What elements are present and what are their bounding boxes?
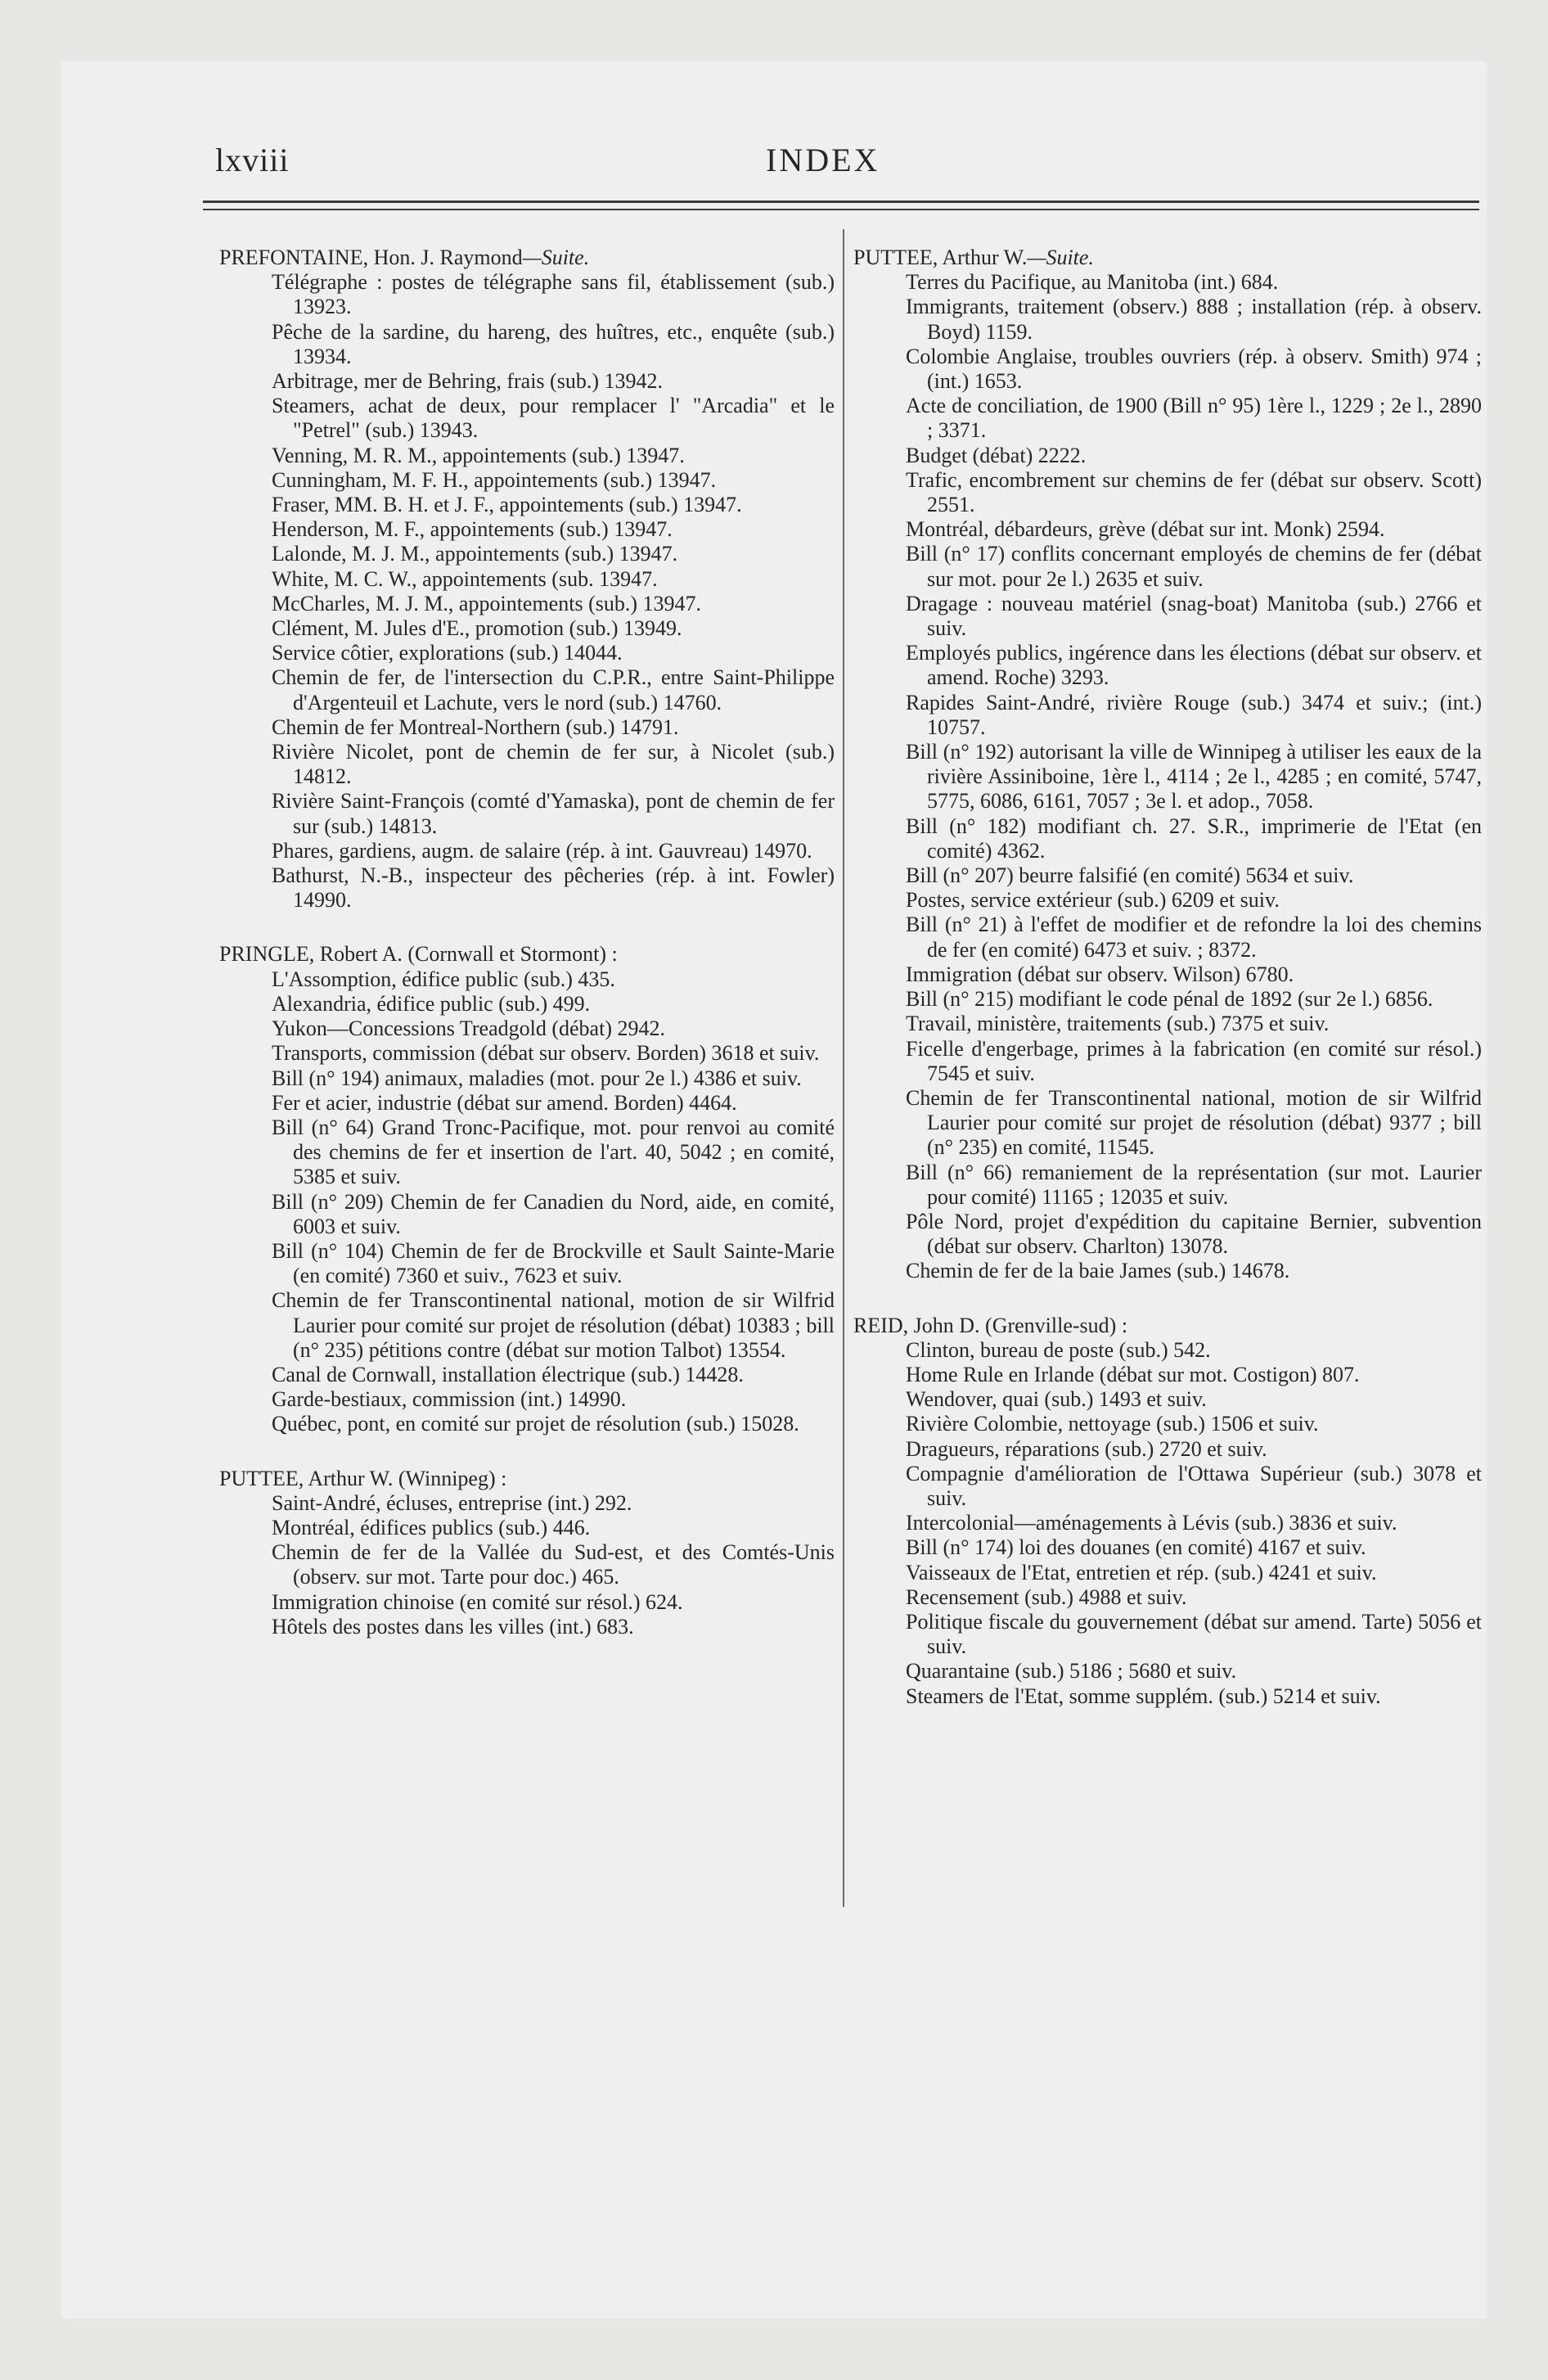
index-entry: Venning, M. R. M., appointements (sub.) 13947.: [272, 443, 685, 467]
member-name-text: PUTTEE, Arthur W. (Winnipeg) :: [219, 1466, 507, 1490]
index-entry: Quarantaine (sub.) 5186 ; 5680 et suiv.: [906, 1659, 1237, 1684]
member-name: [853, 1314, 1482, 1338]
index-entry: Chemin de fer Montreal-Northern (sub.) 14791.: [272, 714, 679, 739]
index-entry: Chemin de fer de la baie James (sub.) 14678.: [906, 1259, 1290, 1283]
page-title: INDEX: [766, 142, 880, 178]
index-entry: Rivière Colombie, nettoyage (sub.) 1506 et suiv.: [906, 1412, 1319, 1436]
index-entry: Clinton, bureau de poste (sub.) 542.: [906, 1337, 1211, 1362]
index-entry: Postes, service extérieur (sub.) 6209 et suiv.: [906, 888, 1280, 913]
index-entry: Trafic, encombrement sur chemins de fer (débat sur observ. Scott) 2551.: [906, 467, 1482, 517]
index-entry: Bill (n° 21) à l'effet de modifier et de refondre la loi des chemins de fer (en comité) 6473 et suiv. ; 8372.: [906, 913, 1482, 962]
index-entry: Bathurst, N.-B., inspecteur des pêcheries (rép. à int. Fowler) 14990.: [272, 863, 835, 913]
index-entry: Arbitrage, mer de Behring, frais (sub.) 13942.: [272, 369, 663, 394]
index-entry: Steamers de l'Etat, somme supplém. (sub.) 5214 et suiv.: [906, 1684, 1381, 1708]
index-entry: White, M. C. W., appointements (sub. 13947.: [272, 566, 658, 591]
right-column: [853, 246, 1482, 1709]
index-entry: Bill (n° 207) beurre falsifié (en comité) 5634 et suiv.: [906, 863, 1354, 888]
index-entry: Garde-bestiaux, commission (int.) 14990.: [272, 1387, 627, 1412]
index-section: [219, 246, 835, 913]
index-entry: Bill (n° 209) Chemin de fer Canadien du Nord, aide, en comité, 6003 et suiv.: [272, 1189, 835, 1238]
index-entry: McCharles, M. J. M., appointements (sub.) 13947.: [272, 591, 702, 615]
index-entry: Pôle Nord, projet d'expédition du capitaine Bernier, subvention (débat sur observ. Charlton) 13078.: [906, 1209, 1482, 1259]
index-entry: Intercolonial—aménagements à Lévis (sub.) 3836 et suiv.: [906, 1511, 1397, 1535]
index-entry: Hôtels des postes dans les villes (int.) 683.: [272, 1614, 634, 1639]
index-entry: Chemin de fer Transcontinental national, motion de sir Wilfrid Laurier pour comité sur projet de résolution (débat) 10383 ; bill (n° 235) pétitions contre (débat sur motion Talbot) 13554.: [272, 1288, 835, 1362]
index-section: [219, 942, 835, 1436]
header-rule: [203, 201, 1479, 203]
index-entry: Fraser, MM. B. H. et J. F., appointements (sub.) 13947.: [272, 493, 742, 517]
index-entry: Rapides Saint-André, rivière Rouge (sub.) 3474 et suiv.; (int.) 10757.: [906, 690, 1482, 739]
index-entry: Vaisseaux de l'Etat, entretien et rép. (sub.) 4241 et suiv.: [906, 1560, 1377, 1584]
index-entry: Dragueurs, réparations (sub.) 2720 et suiv.: [906, 1436, 1267, 1461]
index-entry: Fer et acier, industrie (débat sur amend. Borden) 4464.: [272, 1090, 737, 1115]
index-entry: Télégraphe : postes de télégraphe sans fil, établissement (sub.) 13923.: [272, 270, 835, 319]
index-entry: Bill (n° 194) animaux, maladies (mot. pour 2e l.) 4386 et suiv.: [272, 1066, 802, 1090]
index-entry: Budget (débat) 2222.: [906, 443, 1087, 467]
index-entry: Montréal, débardeurs, grève (débat sur int. Monk) 2594.: [906, 517, 1385, 542]
suite-label: —Suite.: [522, 246, 590, 269]
index-entry: Bill (n° 64) Grand Tronc-Pacifique, mot. pour renvoi au comité des chemins de fer et insertion de l'art. 40, 5042 ; en comité, 5385 et suiv.: [272, 1115, 835, 1189]
index-entry: Bill (n° 215) modifiant le code pénal de 1892 (sur 2e l.) 6856.: [906, 987, 1433, 1012]
index-entry: Ficelle d'engerbage, primes à la fabrication (en comité sur résol.) 7545 et suiv.: [906, 1036, 1482, 1085]
index-entry: Montréal, édifices publics (sub.) 446.: [272, 1515, 591, 1539]
index-entry: Bill (n° 182) modifiant ch. 27. S.R., imprimerie de l'Etat (en comité) 4362.: [906, 814, 1482, 863]
index-entry: Immigration (débat sur observ. Wilson) 6780.: [906, 962, 1294, 986]
index-section: [853, 246, 1482, 1284]
member-name: [219, 1467, 835, 1491]
header-rule-double: [203, 209, 1479, 210]
index-entry: Phares, gardiens, augm. de salaire (rép. à int. Gauvreau) 14970.: [272, 838, 812, 863]
page-number: lxviii: [215, 142, 290, 178]
left-column: [219, 246, 835, 1639]
index-entry: Chemin de fer Transcontinental national, motion de sir Wilfrid Laurier pour comité sur projet de résolution (débat) 9377 ; bill (n° 235) en comité, 11545.: [906, 1085, 1482, 1160]
index-entry: Employés publics, ingérence dans les élections (débat sur observ. et amend. Roche) 3293.: [906, 641, 1482, 690]
index-section: [853, 1314, 1482, 1709]
index-entry: Bill (n° 104) Chemin de fer de Brockville et Sault Sainte-Marie (en comité) 7360 et suiv., 7623 et suiv.: [272, 1238, 835, 1288]
index-entry: Rivière Nicolet, pont de chemin de fer sur, à Nicolet (sub.) 14812.: [272, 740, 835, 789]
member-name: [219, 942, 835, 967]
member-name-text: PREFONTAINE, Hon. J. Raymond: [219, 246, 523, 269]
index-entry: Dragage : nouveau matériel (snag-boat) Manitoba (sub.) 2766 et suiv.: [906, 591, 1482, 641]
member-name: [853, 246, 1482, 270]
index-entry: L'Assomption, édifice public (sub.) 435.: [272, 967, 615, 991]
index-section: [219, 1467, 835, 1639]
index-entry: Immigrants, traitement (observ.) 888 ; installation (rép. à observ. Boyd) 1159.: [906, 295, 1482, 344]
index-entry: Clément, M. Jules d'E., promotion (sub.) 13949.: [272, 616, 682, 641]
index-entry: Terres du Pacifique, au Manitoba (int.) 684.: [906, 270, 1279, 295]
index-entry: Pêche de la sardine, du hareng, des huîtres, etc., enquête (sub.) 13934.: [272, 319, 835, 368]
index-entry: Bill (n° 17) conflits concernant employés de chemins de fer (débat sur mot. pour 2e l.) 2635 et suiv.: [906, 542, 1482, 591]
index-entry: Compagnie d'amélioration de l'Ottawa Supérieur (sub.) 3078 et suiv.: [906, 1461, 1482, 1510]
index-entry: Henderson, M. F., appointements (sub.) 13947.: [272, 517, 673, 542]
index-entry: Home Rule en Irlande (débat sur mot. Costigon) 807.: [906, 1362, 1360, 1386]
index-entry: Rivière Saint-François (comté d'Yamaska), pont de chemin de fer sur (sub.) 14813.: [272, 789, 835, 838]
index-entry: Immigration chinoise (en comité sur résol.) 624.: [272, 1589, 683, 1614]
index-entry: Canal de Cornwall, installation électrique (sub.) 14428.: [272, 1362, 744, 1386]
index-entry: Chemin de fer, de l'intersection du C.P.R., entre Saint-Philippe d'Argenteuil et Lachute, vers le nord (sub.) 14760.: [272, 665, 835, 714]
index-entry: Bill (n° 66) remaniement de la représentation (sur mot. Laurier pour comité) 11165 ; 12035 et suiv.: [906, 1160, 1482, 1209]
member-name-text: REID, John D. (Grenville-sud) :: [853, 1313, 1128, 1337]
index-entry: Cunningham, M. F. H., appointements (sub.) 13947.: [272, 467, 717, 492]
suite-label: —Suite.: [1027, 246, 1094, 269]
member-name-text: PUTTEE, Arthur W.: [853, 246, 1028, 269]
index-entry: Saint-André, écluses, entreprise (int.) 292.: [272, 1490, 632, 1515]
index-entry: Lalonde, M. J. M., appointements (sub.) 13947.: [272, 542, 678, 566]
index-entry: Service côtier, explorations (sub.) 14044.: [272, 641, 623, 665]
index-entry: Wendover, quai (sub.) 1493 et suiv.: [906, 1387, 1207, 1412]
index-entry: Bill (n° 192) autorisant la ville de Winnipeg à utiliser les eaux de la rivière Assiniboine, 1ère l., 4114 ; 2e l., 4285 ; en comité, 5747, 5775, 6086, 6161, 7057 ; 3e l. et adop., 7058.: [906, 740, 1482, 814]
index-entry: Alexandria, édifice public (sub.) 499.: [272, 991, 591, 1016]
index-entry: Colombie Anglaise, troubles ouvriers (rép. à observ. Smith) 974 ; (int.) 1653.: [906, 344, 1482, 394]
index-entry: Acte de conciliation, de 1900 (Bill n° 95) 1ère l., 1229 ; 2e l., 2890 ; 3371.: [906, 394, 1482, 443]
index-entry: Recensement (sub.) 4988 et suiv.: [906, 1584, 1187, 1609]
index-entry: Travail, ministère, traitements (sub.) 7375 et suiv.: [906, 1012, 1330, 1036]
index-entry: Transports, commission (débat sur observ. Borden) 3618 et suiv.: [272, 1041, 820, 1066]
index-entry: Politique fiscale du gouvernement (débat sur amend. Tarte) 5056 et suiv.: [906, 1609, 1482, 1659]
index-entry: Québec, pont, en comité sur projet de résolution (sub.) 15028.: [272, 1412, 799, 1436]
index-entry: Bill (n° 174) loi des douanes (en comité) 4167 et suiv.: [906, 1535, 1366, 1560]
index-entry: Yukon—Concessions Treadgold (débat) 2942.: [272, 1016, 665, 1041]
index-entry: Steamers, achat de deux, pour remplacer l' "Arcadia" et le "Petrel" (sub.) 13943.: [272, 394, 835, 443]
index-entry: Chemin de fer de la Vallée du Sud-est, et des Comtés-Unis (observ. sur mot. Tarte pour doc.) 465.: [272, 1540, 835, 1589]
member-name: [219, 246, 835, 270]
column-divider: [843, 229, 844, 1907]
member-name-text: PRINGLE, Robert A. (Cornwall et Stormont) :: [219, 942, 618, 967]
